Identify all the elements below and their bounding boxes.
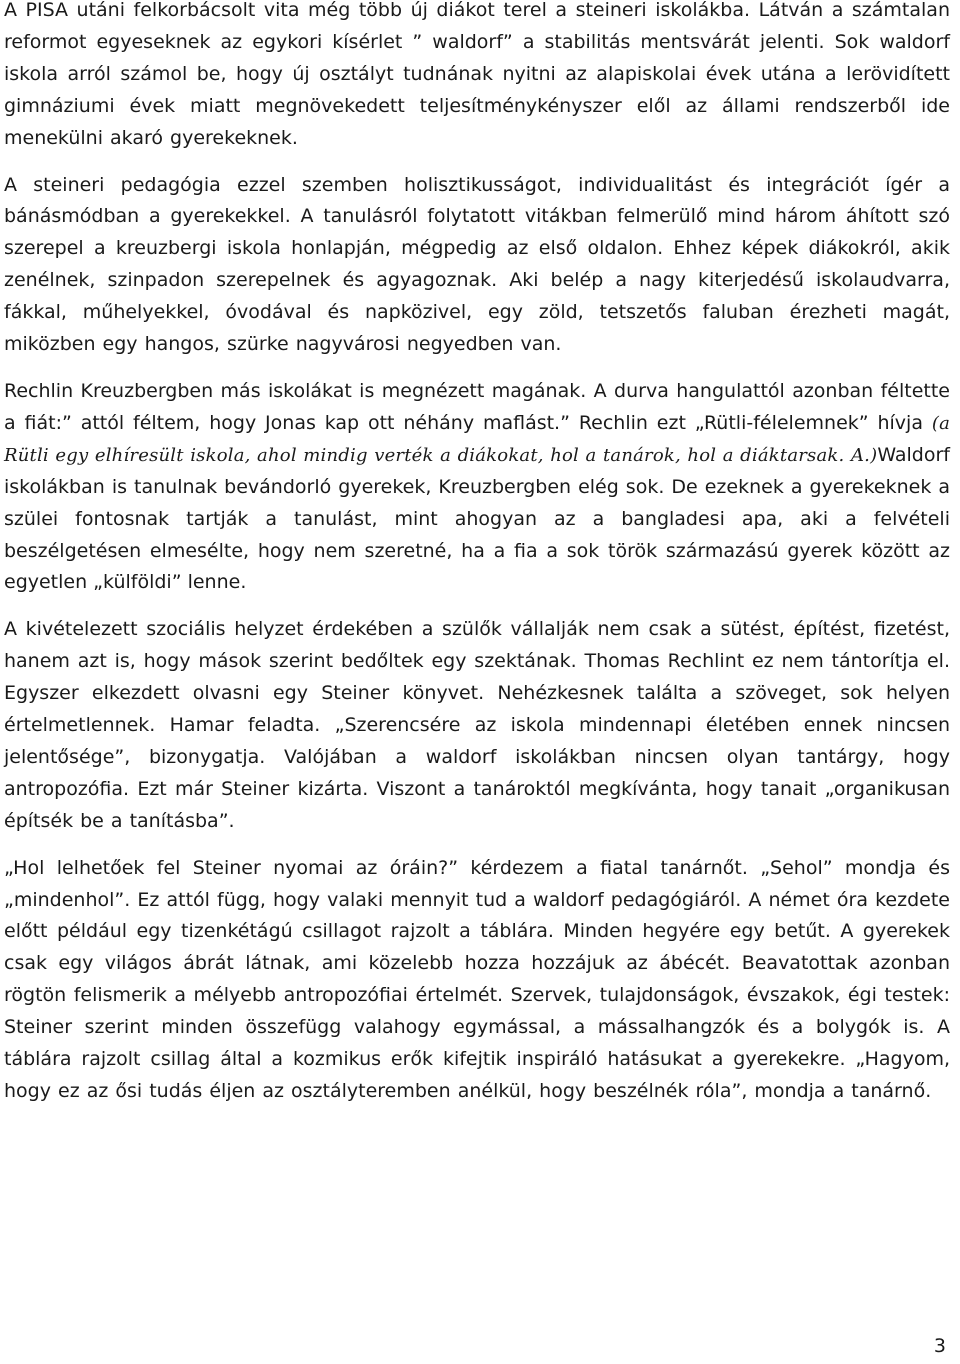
paragraph-text: A kivételezett szociális helyzet érdekében a szülők vállalják nem csak a sütést, építést, fizetést, hanem azt is, hogy mások szerint bedőltek egy szektának. Thomas Rechlint ez nem tántorítja el. Egyszer elkezdett olvasni egy Steiner könyvet. Nehézkesnek találta a szöveget, sok helyen értelmetlennek. Hamar feladta. „Szerencsére az iskola mindennapi életében ennek nincsen jelentősége”, bizonygatja. Valójában a waldorf iskolákban nincsen olyan tantárgy, hogy antropozófia. Ezt már Steiner kizárta. Viszont a tanároktól megkívánta, hogy tanait „organikusan építsék be a tanításba”.: [4, 618, 950, 832]
paragraph-steiner-nyomai: [4, 853, 950, 1108]
paragraph-text: „Hol lelhetőek fel Steiner nyomai az óráin?” kérdezem a fiatal tanárnőt. „Sehol” mondja és „mindenhol”. Ez attól függ, hogy valaki mennyit tud a waldorf pedagógiáról. A német óra kezdete előtt például egy tizenkétágú csillagot rajzolt a táblára. Minden hegyére egy betűt. A gyerekek csak egy világos ábrát látnak, ami közelebb hozza hozzájuk az ábécét. Beavatottak azonban rögtön felismerik a mélyebb antropozófiai értelmét. Szervek, tulajdonságok, évszakok, égi testek: Steiner szerint minden összefügg valahogy egymással, a mássalhangzók és a bolygók is. A táblára rajzolt csillag által a kozmikus erők kifejtik inspiráló hatásukat a gyerekekre. „Hagyom, hogy ez az ősi tudás éljen az osztályteremben anélkül, hogy beszélnék róla”, mondja a tanárnő.: [4, 856, 950, 1102]
paragraph-text: A steineri pedagógia ezzel szemben holisztikusságot, individualitást és integrációt ígér a bánásmódban a gyerekekkel. A tanulásról folytatott vitákban felmerülő mind három áhított szó szerepel a kreuzbergi iskola honlapján, mégpedig az első oldalon. Ehhez képek diákokról, akik zenélnek, szinpadon szerepelnek és agyagoznak. Aki belép a nagy kiterjedésű iskolaudvarra, fákkal, műhelyekkel, óvodával és napközivel, egy zöld, tetszetős faluban érezheti magát, miközben egy hangos, szürke nagyvárosi negyedben van.: [4, 173, 950, 356]
page-number: 3: [933, 1335, 946, 1357]
paragraph-text: Rechlin Kreuzbergben más iskolákat is megnézett magának. A durva hangulattól azonban féltette a fiát:” attól féltem, hogy Jonas kap ott néhány maflást.” Rechlin ezt „Rütli-félelemnek” hívja: [4, 379, 950, 434]
paragraph-szocialis-helyzet: [4, 614, 950, 837]
paragraph-pisa: [4, 0, 950, 155]
paragraph-text: A PISA utáni felkorbácsolt vita még több új diákot terel a steineri iskolákba. Látván a számtalan reformot egyeseknek az egykori kísérlet ” waldorf” a stabilitás mentsvárát jelenti. Sok waldorf iskola arról számol be, hogy új osztályt tudnának nyitni az alapiskolai évek utána a lerövidített gimnáziumi évek miatt megnövekedett teljesítménykényszer elől az állami rendszerből ide menekülni akaró gyerekeknek.: [4, 0, 950, 149]
translator-note: (a Rütli egy elhíresült iskola, ahol mindig verték a diákokat, hol a tanárok, hol a diáktarsak. A.): [4, 412, 950, 466]
paragraph-rechlin-kreuzberg: [4, 376, 950, 599]
document-page: [4, 0, 950, 1108]
paragraph-text: Waldorf iskolákban is tanulnak bevándorló gyerekek, Kreuzbergben elég sok. De ezeknek a gyerekeknek a szülei fontosnak tartják a tanulást, mint ahogyan az a bangladesi apa, aki a felvételi beszélgetésen elmesélte, hogy nem szeretné, ha a fia a sok török származású gyerek között az egyetlen „külföldi” lenne.: [4, 443, 950, 594]
paragraph-steineri-pedagogia: [4, 170, 950, 361]
